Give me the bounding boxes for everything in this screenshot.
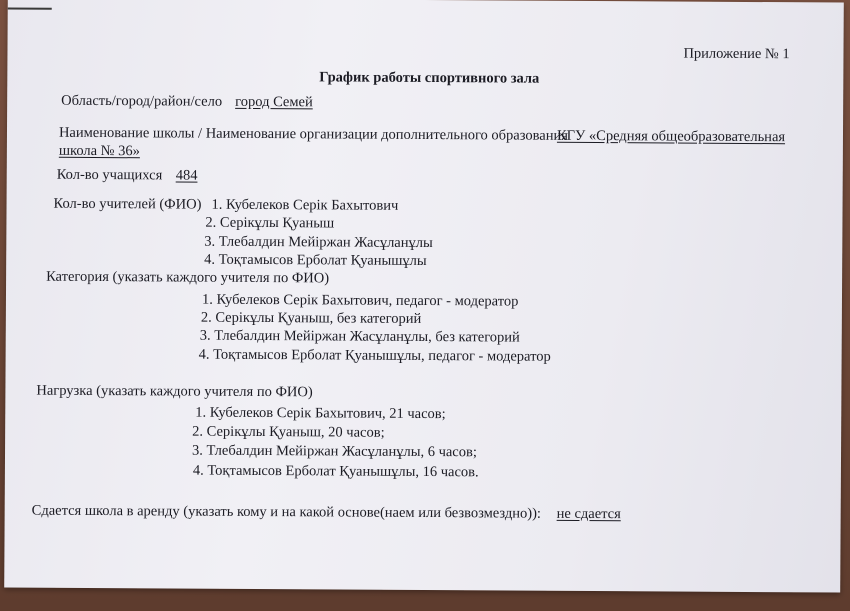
document-page xyxy=(4,0,844,593)
category-item: 2. Серікұлы Қуаныш, без категорий xyxy=(200,309,422,327)
category-item: 4. Тоқтамысов Ерболат Қуанышұлы, педагог - модератор xyxy=(198,346,551,365)
teacher-item: 4. Тоқтамысов Ерболат Қуанышұлы xyxy=(204,251,427,270)
school-label: Наименование школы / Наименование организации дополнительного образования xyxy=(58,124,568,144)
load-item: 1. Кубелеков Серік Бахытович, 21 часов; xyxy=(195,404,446,423)
teacher-item: 2. Серікұлы Қуаныш xyxy=(205,214,335,232)
category-item: 3. Тлебалдин Мейіржан Жасұланұлы, без категорий xyxy=(199,327,520,346)
document-title: График работы спортивного зала xyxy=(319,69,540,87)
category-label: Категория (указать каждого учителя по ФИО) xyxy=(46,268,330,287)
region-value: город Семей xyxy=(235,93,313,111)
rent-label: Сдается школа в аренду (указать кому и на какой основе(наем или безвозмездно)): xyxy=(31,502,542,522)
students-value: 484 xyxy=(175,167,198,184)
teacher-item: 1. Кубелеков Серік Бахытович xyxy=(211,196,399,214)
teachers-label: Кол-во учителей (ФИО) xyxy=(53,195,202,213)
load-item: 4. Тоқтамысов Ерболат Қуанышұлы, 16 часов. xyxy=(192,462,479,481)
region-label: Область/город/район/село xyxy=(61,92,223,110)
load-item: 2. Серікұлы Қуаныш, 20 часов; xyxy=(192,423,385,441)
school-value-line2: школа № 36» xyxy=(58,142,140,160)
load-label: Нагрузка (указать каждого учителя по ФИО) xyxy=(36,382,313,401)
appendix-label: Приложение № 1 xyxy=(683,45,790,63)
load-item: 3. Тлебалдин Мейіржан Жасұланұлы, 6 часов; xyxy=(191,442,477,461)
school-value-line1: КГУ «Средняя общеобразовательная xyxy=(556,127,786,146)
rent-value: не сдается xyxy=(556,505,621,523)
category-item: 1. Кубелеков Серік Бахытович, педагог - модератор xyxy=(201,291,519,310)
paper-mark xyxy=(8,7,52,9)
teacher-item: 3. Тлебалдин Мейіржан Жасұланұлы xyxy=(204,233,433,252)
students-label: Кол-во учащихся xyxy=(56,166,163,184)
